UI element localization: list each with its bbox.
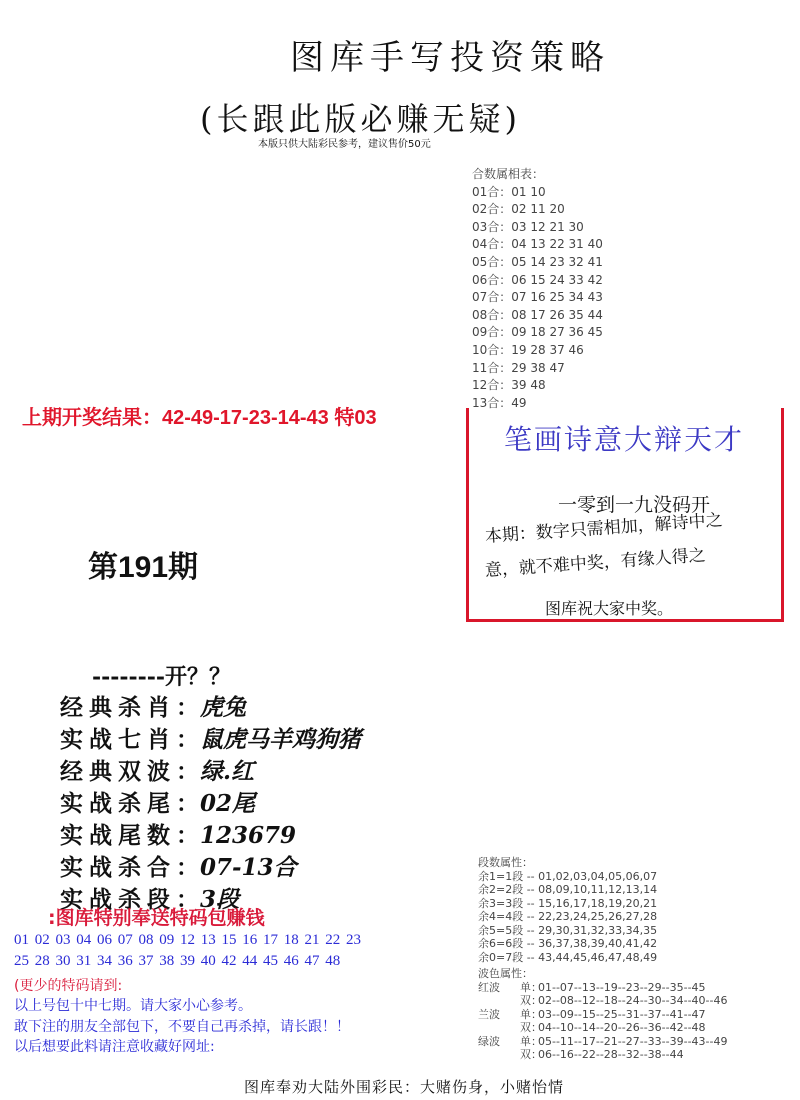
poem-line-2: 本期：数字只需相加，解诗中之 (484, 510, 724, 547)
combo-row: 11合：29 38 47 (472, 360, 565, 375)
poem-line-4: 图库祝大家中奖。 (545, 599, 674, 618)
segment-title: 段数属性： (478, 856, 533, 869)
wave-row (478, 1048, 788, 1062)
combo-row: 06合：06 15 24 33 42 (472, 272, 603, 287)
poem-title: 笔画诗意大辩天才 (504, 423, 745, 456)
wave-nums: 01--07--13--19--23--29--35--45 (538, 980, 706, 994)
gift-numbers-row-2: 25 28 30 31 34 36 37 38 39 40 42 44 45 46 47 48 (14, 953, 341, 969)
combo-table-title: 合数属相表： (472, 167, 545, 181)
wave-row (478, 994, 788, 1008)
wave-nums: 05--11--17--21--27--33--39--43--49 (538, 1034, 728, 1048)
combo-row: 09合：09 18 27 36 45 (472, 325, 603, 340)
wave-type: 单： (520, 1007, 542, 1021)
open-line: --------开？？ (92, 664, 232, 690)
combo-row: 13合：49 (472, 395, 527, 410)
poem-border-left (466, 408, 469, 622)
wave-row (478, 1035, 788, 1049)
tip-value: 3段 (200, 886, 240, 913)
wave-name: 绿波 (478, 1034, 500, 1048)
gift-red-note: (更少的特码请到: (14, 978, 123, 994)
tip-value: 虎兔 (200, 694, 246, 721)
tip-label: 实战尾数： (60, 822, 205, 849)
wave-nums: 06--16--22--28--32--38--44 (538, 1048, 684, 1061)
tip-label: 实战杀段： (60, 886, 205, 913)
combo-row: 04合：04 13 22 31 40 (472, 237, 603, 252)
combo-row: 01合：01 10 (472, 184, 546, 199)
segment-table (478, 856, 788, 964)
segment-row: 余4=4段 -- 22,23,24,25,26,27,28 (478, 910, 658, 923)
tip-label: 实战七肖： (60, 726, 205, 753)
combo-row: 07合：07 16 25 34 43 (472, 290, 603, 305)
tip-row (60, 788, 361, 820)
combo-row: 02合：02 11 20 (472, 202, 565, 217)
tips-list (60, 692, 361, 916)
tip-value: 02尾 (200, 790, 256, 817)
footer-note: 图库奉劝大陆外围彩民：大赌伤身，小赌怡情 (244, 1078, 565, 1096)
tip-row (60, 820, 361, 852)
wave-type: 双： (520, 994, 542, 1007)
tip-value: 绿.红 (200, 758, 255, 785)
tip-label: 实战杀合： (60, 854, 205, 881)
issue-number: 第191期 (88, 551, 199, 584)
tip-row (60, 692, 361, 724)
last-result: 上期开奖结果：42-49-17-23-14-43 特03 (22, 407, 377, 429)
poem-line-1: 一零到一九没码开 (558, 494, 711, 516)
wave-type: 双： (520, 1021, 542, 1034)
wave-row (478, 1008, 788, 1022)
segment-row: 余6=6段 -- 36,37,38,39,40,41,42 (478, 937, 658, 950)
poem-line-3: 意，就不难中奖，有缘人得之 (484, 545, 707, 581)
segment-row: 余5=5段 -- 29,30,31,32,33,34,35 (478, 923, 658, 937)
poem-border-right (781, 408, 784, 622)
wave-name (478, 1048, 520, 1062)
combo-table (472, 166, 642, 412)
segment-row: 余3=3段 -- 15,16,17,18,19,20,21 (478, 896, 658, 910)
price-note: 本版只供大陆彩民参考，建议售价50元 (258, 139, 431, 150)
combo-row: 10合：19 28 37 46 (472, 342, 584, 357)
tip-value: 123679 (200, 822, 297, 849)
wave-type: 单： (520, 1034, 542, 1048)
segment-row: 余0=7段 -- 43,44,45,46,47,48,49 (478, 950, 658, 964)
segment-row: 余2=2段 -- 08,09,10,11,12,13,14 (478, 883, 658, 896)
tip-row (60, 852, 361, 884)
combo-row: 05合：05 14 23 32 41 (472, 254, 603, 269)
wave-name (478, 1021, 520, 1035)
page-subtitle: (长跟此版必赚无疑) (200, 100, 521, 138)
gift-line-3: 以后想要此料请注意收藏好网址: (14, 1039, 215, 1055)
wave-name: 兰波 (478, 1007, 500, 1021)
wave-row (478, 981, 788, 995)
wave-nums: 02--08--12--18--24--30--34--40--46 (538, 994, 728, 1007)
gift-title: :图库特别奉送特码包赚钱 (48, 907, 265, 929)
tip-label: 实战杀尾： (60, 790, 205, 817)
wave-table (478, 967, 788, 1062)
poem-border-bottom (466, 619, 784, 622)
wave-type: 单： (520, 980, 542, 994)
tip-label: 经典双波： (60, 758, 205, 785)
wave-row (478, 1021, 788, 1035)
wave-nums: 04--10--14--20--26--36--42--48 (538, 1021, 706, 1034)
tip-label: 经典杀肖： (60, 694, 205, 721)
gift-numbers-row-1: 01 02 03 04 06 07 08 09 12 13 15 16 17 18 21 22 23 (14, 932, 361, 948)
wave-title: 波色属性： (478, 967, 533, 980)
gift-line-1: 以上号包十中七期。请大家小心参考。 (14, 998, 252, 1014)
combo-row: 03合：03 12 21 30 (472, 219, 584, 234)
page-title: 图库手写投资策略 (290, 38, 610, 78)
wave-nums: 03--09--15--25--31--37--41--47 (538, 1007, 706, 1021)
tip-value: 07-13合 (200, 854, 297, 881)
gift-line-2: 敢下注的朋友全部包下，不要自己再杀掉，请长跟！！ (14, 1019, 350, 1035)
wave-name: 红波 (478, 980, 500, 994)
tip-row (60, 756, 361, 788)
tip-row (60, 724, 361, 756)
combo-row: 12合：39 48 (472, 378, 546, 393)
tip-value: 鼠虎马羊鸡狗猪 (200, 726, 361, 753)
combo-row: 08合：08 17 26 35 44 (472, 307, 603, 322)
wave-name (478, 994, 520, 1008)
segment-row: 余1=1段 -- 01,02,03,04,05,06,07 (478, 869, 658, 883)
wave-type: 双： (520, 1048, 542, 1061)
